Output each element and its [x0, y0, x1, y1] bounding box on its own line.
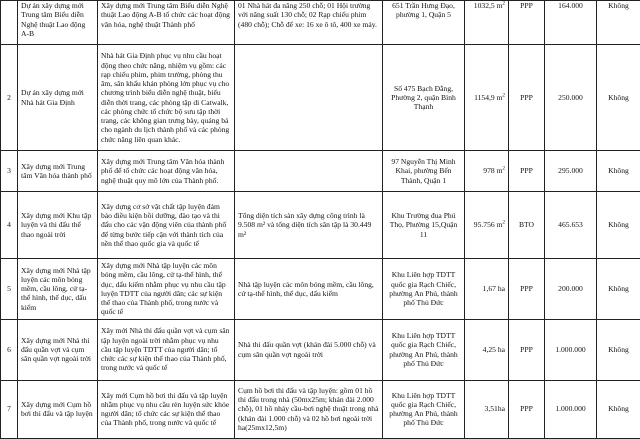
row-number: 6	[1, 319, 18, 380]
table-row	[1, 259, 640, 320]
table-row	[1, 380, 640, 438]
project-scale: Nhà tập luyện các môn bóng mềm, cầu lông, cử tạ-thể hình, thể dục, dấu kiếm	[235, 259, 383, 320]
project-location: 651 Trần Hưng Đạo, phường 1, Quận 5	[383, 1, 465, 45]
project-name: Xây dựng mới Trung tâm Văn hóa thành phố	[18, 151, 98, 192]
project-description: Xây dựng cơ sở vật chất tập luyện đảm bảo điều kiện bồi dưỡng, đào tạo và thi đấu cho các vận động viên của thành phố để từng bước tiếp cận với thành tích của nền thể thao quốc gia và quốc tế	[98, 192, 235, 259]
table-row	[1, 319, 640, 380]
row-number: 7	[1, 380, 18, 438]
investment-form: PPP	[509, 319, 545, 380]
project-name: Xây dựng mới Cụm hồ bơi thi đấu và tập luyện	[18, 380, 98, 438]
project-description: Xây mới Cụm hồ bơi thi đấu và tập luyện nhằm phục vụ nhu cầu rèn luyện sức khỏe người dân; tổ chức các sự kiện thể thao của Thành phố, trong nước và quốc tế	[98, 380, 235, 438]
land-use: Không	[597, 45, 640, 151]
land-use: Không	[597, 259, 640, 320]
project-name: Xây dựng mới Nhà tập luyện các môn bóng mềm, cầu lông, cử tạ-thể hình, thể dục, dấu kiếm	[18, 259, 98, 320]
land-use: Không	[597, 151, 640, 192]
row-number: 3	[1, 151, 18, 192]
row-number: 5	[1, 259, 18, 320]
project-capital: 295.000	[545, 151, 597, 192]
land-use: Không	[597, 1, 640, 45]
project-location: Khu Trường đua Phú Thọ, Phường 15,Quận 11	[383, 192, 465, 259]
investment-form: PPP	[509, 151, 545, 192]
project-description: Nhà hát Gia Định phục vụ nhu cầu hoạt động theo chức năng, nhiệm vụ gồm: các rạp chiếu phim, phim trường, phòng thu âm, sân khấu khán phòng lớn phục vụ cho chương trình biểu diễn nghệ thuật, biểu diễn thời trang, các phòng tập di Catwalk, các phòng chức tổ chức bộ sưu tập thời trang, các không gian trưng bày, quảng bá cho ngành du lịch thành phố và các phòng chức năng liên quan khác.	[98, 45, 235, 151]
project-scale	[235, 45, 383, 151]
project-name: Xây dựng mới Nhà thi đấu quần vợt và cụm sân quần vợt ngoài trời	[18, 319, 98, 380]
investment-form: PPP	[509, 45, 545, 151]
project-location: Khu Liên hợp TDTT quốc gia Rạch Chiếc, phường An Phú, thành phố Thủ Đức	[383, 319, 465, 380]
project-capital: 1.000.000	[545, 319, 597, 380]
project-location: Khu Liên hợp TDTT quốc gia Rạch Chiếc, phường An Phú, thành phố Thủ Đức	[383, 380, 465, 438]
project-description: Xây dựng mới Trung tâm Văn hóa thành phố để tổ chức các hoạt động văn hóa, nghệ thuật quy mô lớn của Thành phố.	[98, 151, 235, 192]
project-description: Xây dựng mới Nhà tập luyện các môn bóng mềm, cầu lông, cử tạ-thể hình, thể dục, dấu kiếm nhằm phục vụ nhu cầu tập luyện TDTT của người dân; các sự kiện thể thao của Thành phố, trong nước và quốc tế	[98, 259, 235, 320]
project-area: 1,67 ha	[465, 259, 509, 320]
land-use: Không	[597, 192, 640, 259]
table-row	[1, 192, 640, 259]
table-row	[1, 151, 640, 192]
project-scale	[235, 151, 383, 192]
project-area: 4,25 ha	[465, 319, 509, 380]
project-area: 1154,9 $m^2$	[465, 45, 509, 151]
project-scale: 01 Nhà hát đa năng 250 chỗ; 01 Hội trường với năng suất 130 chỗ; 02 Rạp chiếu phim (480 chỗ); Chỗ để xe: 16 xe ô tô, 400 xe máy.	[235, 1, 383, 45]
project-location: 97 Nguyễn Thị Minh Khai, phường Bến Thành, Quận 1	[383, 151, 465, 192]
investment-form: PPP	[509, 1, 545, 45]
project-scale: Nhà thi đấu quần vợt (khán đài 5.000 chỗ) và cụm sân quần vợt ngoài trời	[235, 319, 383, 380]
investment-form: PPP	[509, 259, 545, 320]
project-description: Xây dựng mới Trung tâm Biểu diễn Nghệ thuật Lao động A-B tổ chức các hoạt động văn hóa, nghệ thuật Thành phố	[98, 1, 235, 45]
row-number	[1, 1, 18, 45]
project-description: Xây mới Nhà thi đấu quần vợt và cụm sân tập luyện ngoài trời nhằm phục vụ nhu cầu tập luyện TDTT của người dân; tổ chức các sự kiện thể thao của Thành phố, trong nước và quốc tế	[98, 319, 235, 380]
project-capital: 200.000	[545, 259, 597, 320]
project-capital: 465.653	[545, 192, 597, 259]
land-use: Không	[597, 319, 640, 380]
project-name: Dự án xây dựng mới Trung tâm Biểu diễn Nghệ thuật Lao động A-B	[18, 1, 98, 45]
project-area: 1032,5 $m^2$	[465, 1, 509, 45]
project-capital: 1.000.000	[545, 380, 597, 438]
project-scale: Cụm hồ bơi thi đấu và tập luyện: gồm 01 hồ thi đấu trong nhà (50mx25m; khán đài 2.000 chỗ), 01 hồ nhảy cầu-bơi nghệ thuật trong nhà (khán đài 1.000 chỗ) và 02 hồ bơi ngoài trời ha(25mx12,5m)	[235, 380, 383, 438]
project-name: Dự án xây dựng mới Nhà hát Gia Định	[18, 45, 98, 151]
project-location: Số 475 Bạch Đằng, Phường 2, quận Bình Thạnh	[383, 45, 465, 151]
project-area: 3,51ha	[465, 380, 509, 438]
table-row	[1, 1, 640, 45]
project-capital: 250.000	[545, 45, 597, 151]
investment-form: BTO	[509, 192, 545, 259]
project-area: 95.756 $m^2$	[465, 192, 509, 259]
project-scale: Tổng diện tích sàn xây dựng công trình là 9.508 m² và tổng diện tích sân tập là 30.449 m²	[235, 192, 383, 259]
row-number: 4	[1, 192, 18, 259]
table-row	[1, 45, 640, 151]
project-location: Khu Liên hợp TDTT quốc gia Rạch Chiếc, phường An Phú, thành phố Thủ Đức	[383, 259, 465, 320]
project-area: 978 $m^2$	[465, 151, 509, 192]
investment-form: PPP	[509, 380, 545, 438]
row-number: 2	[1, 45, 18, 151]
project-name: Xây dựng mới Khu tập luyện và thi đấu thể thao ngoài trời	[18, 192, 98, 259]
project-capital: 164.000	[545, 1, 597, 45]
land-use: Không	[597, 380, 640, 438]
